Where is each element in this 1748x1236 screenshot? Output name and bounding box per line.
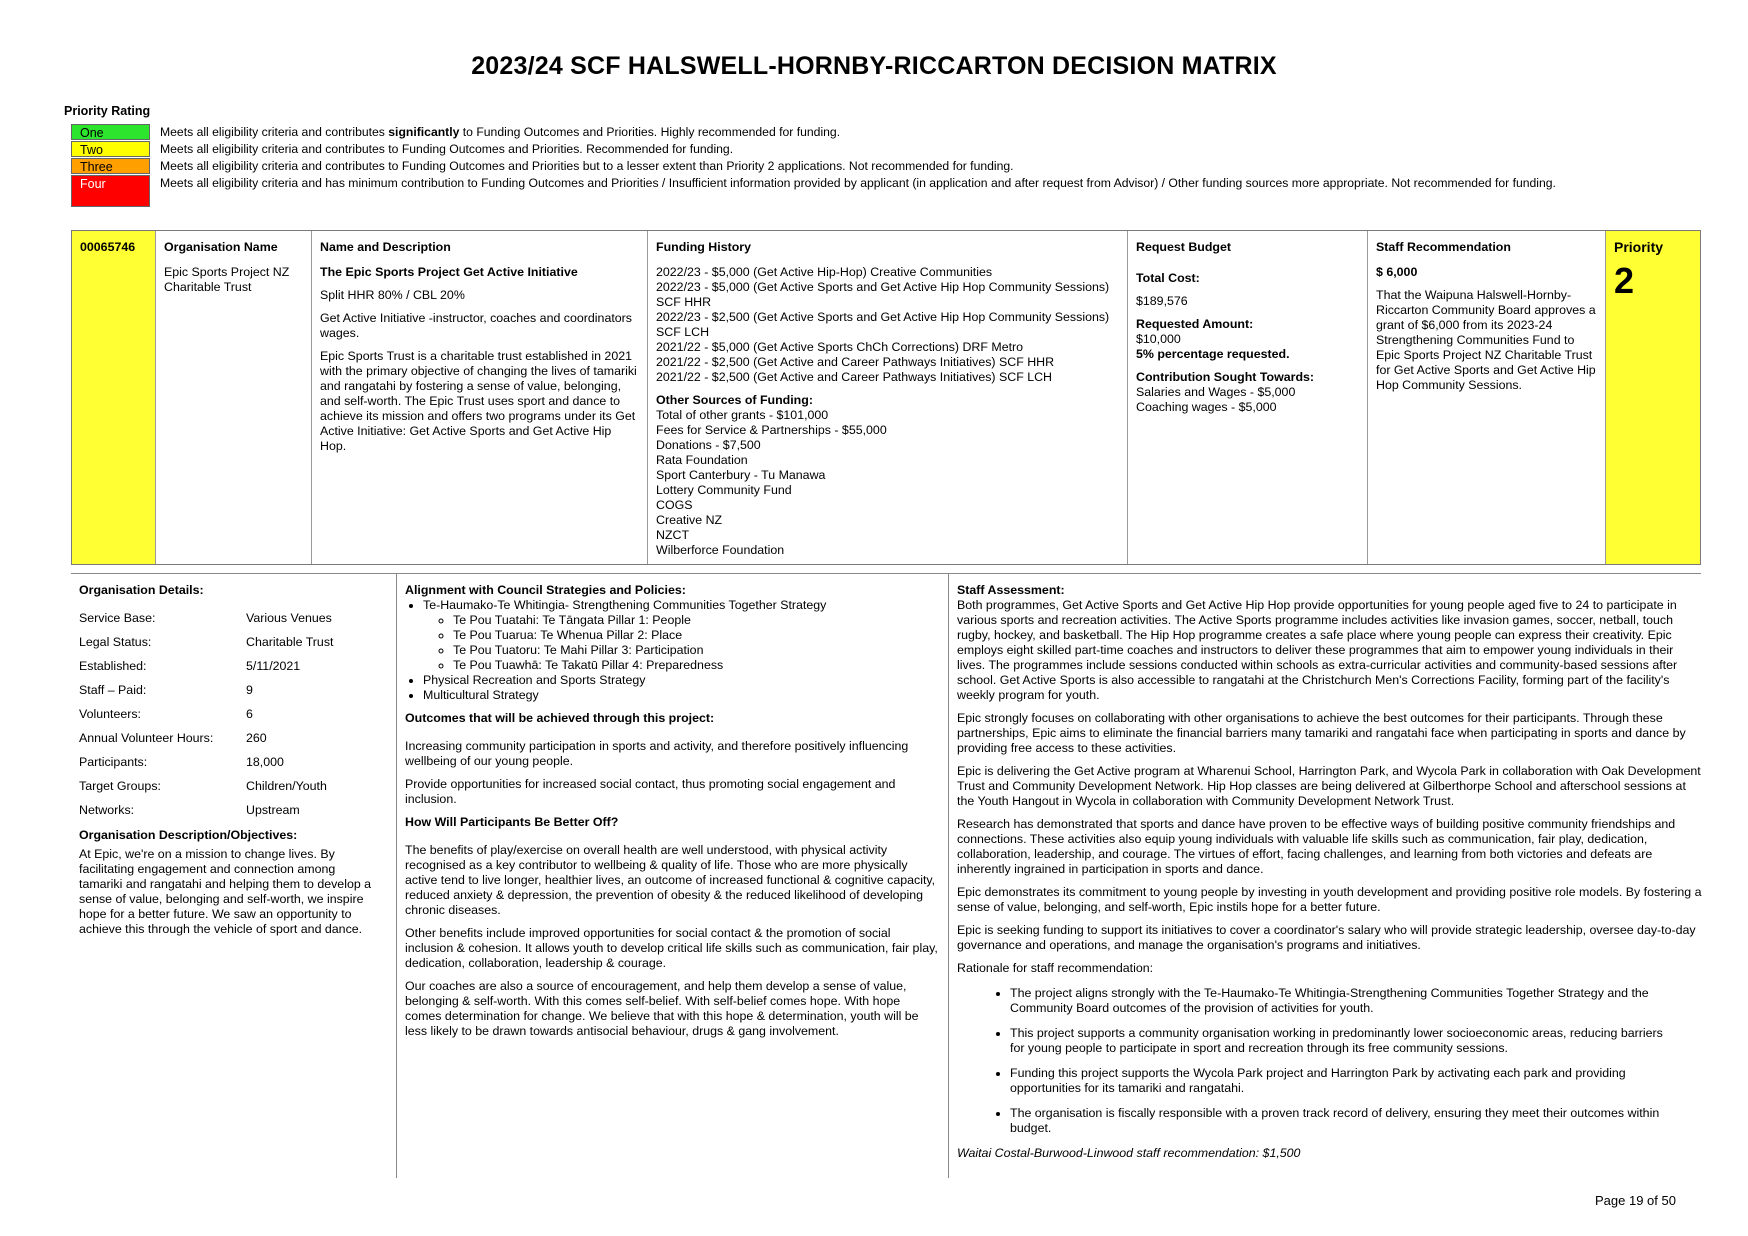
staff-recommendation-column: [1368, 231, 1606, 564]
objectives-title: Organisation Description/Objectives:: [79, 828, 298, 842]
priority-three-text: Meets all eligibility criteria and contributes to Funding Outcomes and Priorities but to a lesser extent than Priority 2 applications. Not recommended for funding.: [160, 159, 1014, 173]
other-source-item: Sport Canterbury - Tu Manawa: [656, 468, 826, 482]
application-table: [71, 230, 1701, 565]
percentage-requested: 5% percentage requested.: [1136, 347, 1290, 361]
assessment-footnote: Waitai Costal-Burwood-Linwood staff recommendation: $1,500: [957, 1146, 1301, 1160]
priority-row-one: [71, 123, 1640, 140]
outcomes-title: Outcomes that will be achieved through this project:: [405, 711, 715, 725]
staff-assessment-section: [948, 573, 1708, 1178]
detail-row: Volunteers: 6: [79, 706, 253, 721]
history-header: Funding History: [656, 240, 751, 254]
requested-amount-label: Requested Amount:: [1136, 317, 1254, 331]
assessment-paragraph: Epic demonstrates its commitment to young people by investing in youth development and providing positive role models. By fostering a sense of value, belonging, and self-worth, Epic instils hope for a better future.: [957, 885, 1702, 914]
priority-rating-heading: Priority Rating: [64, 104, 151, 118]
better-off-paragraph: Our coaches are also a source of encouragement, and help them develop a sense of value, belonging & self-worth. With this comes self-belief. With self-belief comes hope. With hope comes determination for change. We believe that with this hope & determination, youth will be less likely to be drawn towards antisocial behaviour, drugs & gang involvement.: [405, 979, 919, 1038]
budget-header: Request Budget: [1136, 240, 1231, 254]
page-number: Page 19 of 50: [1595, 1193, 1676, 1208]
objectives-text: At Epic, we're on a mission to change lives. By facilitating engagement and connection among tamariki and rangatahi and helping them to develop a sense of value, belonging and self-worth, we inspire hope for a better future. We saw an opportunity to achieve this through the vehicle of sport and dance.: [79, 847, 372, 936]
rationale-list: [957, 986, 1708, 1136]
history-item: 2022/23 - $5,000 (Get Active Sports and Get Active Hip Hop Community Sessions) SCF HHR: [656, 280, 1110, 309]
strategy-item: • Te-Haumako-Te Whitingia- Strengthening Communities Together Strategy ◦ Te Pou Tuatahi: Te Tāngata Pillar 1: People ◦ Te Pou Tuarua: Te Whenua Pillar 2: Place ◦ Te Pou Tuatoru: Te Mahi Pillar 3: Participation ◦ Te Pou Tuawhā: Te Takatū Pillar 4: Preparedness: [423, 598, 946, 673]
staff-rec-amount: $ 6,000: [1376, 265, 1418, 279]
staff-rec-text: That the Waipuna Halswell-Hornby-Riccarton Community Board approves a grant of $6,000 from its 2023-24 Strengthening Communities Fund to Epic Sports Project NZ Charitable Trust for Get Active Sports and Get Active Hip Hop Community Sessions.: [1376, 288, 1596, 392]
outcome-paragraph: Increasing community participation in sports and activity, and therefore positively influencing wellbeing of our young people.: [405, 739, 909, 768]
assessment-paragraph: Research has demonstrated that sports and dance have proven to be effective ways of building positive community friendships and connections. These activities also equip young individuals with valuable life skills such as communication, fair play, dedication, collaboration, leadership, and courage. The virtues of effort, facing challenges, and learning from both victories and defeats are inherently ingrained in participation in sports and dance.: [957, 817, 1676, 876]
org-name: Epic Sports Project NZ Charitable Trust: [164, 265, 290, 294]
assessment-paragraph: Epic is delivering the Get Active program at Wharenui School, Harrington Park, and Wycola Park in collaboration with Oak Development Trust and Community Development Network. Hip Hop classes are being delivered at Gilberthorpe School and afterschool sessions at the Youth Hangout in Wycola in collaboration with Community Development Network Trust.: [957, 764, 1701, 808]
other-source-item: Lottery Community Fund: [656, 483, 792, 497]
pillar-item: ◦ Te Pou Tuatahi: Te Tāngata Pillar 1: People: [453, 613, 946, 628]
priority-row-four: [71, 174, 1640, 207]
pillar-item: ◦ Te Pou Tuarua: Te Whenua Pillar 2: Place: [453, 628, 946, 643]
total-cost-label: Total Cost:: [1136, 271, 1200, 285]
assessment-paragraph: Both programmes, Get Active Sports and Get Active Hip Hop provide opportunities for young people aged five to 24 to participate in various sports and recreation activities. The Active Sports programme includes activities like invasion games, soccer, netball, touch rugby, hockey, and basketball. The Hip Hop programme creates a safe place where young people can express their creativity. Epic employs eight skilled part-time coaches and instructors to deliver these programmes that aim to empower young individuals in their lives. The programmes include sessions conducted within schools as extra-curricular activities and community-based sessions after school. Get Active Sports is also accessible to rangatahi at the Christchurch Men's Corrections Facility, forming part of the facility's weekly program for youth.: [957, 598, 1678, 702]
outcome-paragraph: Provide opportunities for increased social contact, thus promoting social engagement and inclusion.: [405, 777, 896, 806]
project-split: Split HHR 80% / CBL 20%: [320, 288, 465, 302]
funding-history-column: [648, 231, 1128, 564]
strategy-item: • Physical Recreation and Sports Strategy: [423, 673, 946, 688]
project-desc-short: Get Active Initiative -instructor, coaches and coordinators wages.: [320, 311, 632, 340]
priority-column: [1606, 231, 1700, 564]
other-source-item: COGS: [656, 498, 693, 512]
details-section: [71, 573, 1701, 1178]
priority-row-three: [71, 157, 1640, 174]
better-off-paragraph: The benefits of play/exercise on overall health are well understood, with physical activity recognised as a key contributor to wellbeing & quality of life. Those who are more physically active tend to live longer, healthier lives, an outcome of increased functional & cognitive capacity, reduced anxiety & depression, the prevention of obesity & the reduced likelihood of developing chronic diseases.: [405, 843, 936, 917]
detail-row: Legal Status: Charitable Trust: [79, 634, 334, 649]
detail-row: Service Base: Various Venues: [79, 610, 332, 625]
rationale-title: Rationale for staff recommendation:: [957, 961, 1154, 975]
other-source-item: Wilberforce Foundation: [656, 543, 785, 557]
other-sources-header: Other Sources of Funding:: [656, 393, 813, 407]
assessment-title: Staff Assessment:: [957, 583, 1065, 597]
pillar-item: ◦ Te Pou Tuatoru: Te Mahi Pillar 3: Participation: [453, 643, 946, 658]
strategy-item: • Multicultural Strategy: [423, 688, 946, 703]
rationale-item: • This project supports a community organisation working in predominantly lower socioeconomic areas, reducing barriers for young people to participate in sport and recreation through its free community sessions.: [1010, 1026, 1680, 1056]
priority-rating-legend: [71, 123, 1640, 207]
requested-amount-value: $10,000: [1136, 332, 1181, 346]
alignment-section: [396, 573, 946, 1178]
priority-one-text: Meets all eligibility criteria and contributes significantly to Funding Outcomes and Priorities. Highly recommended for funding.: [160, 125, 841, 139]
detail-row: Annual Volunteer Hours: 260: [79, 730, 267, 745]
desc-header: Name and Description: [320, 240, 451, 254]
detail-row: Staff – Paid: 9: [79, 682, 253, 697]
other-source-item: Rata Foundation: [656, 453, 748, 467]
history-item: 2022/23 - $2,500 (Get Active Sports and Get Active Hip Hop Community Sessions) SCF LCH: [656, 310, 1110, 339]
detail-row: Networks: Upstream: [79, 802, 300, 817]
rationale-item: • The organisation is fiscally responsible with a proven track record of delivery, ensuring they meet their outcomes within budget.: [1010, 1106, 1680, 1136]
contribution-item: Salaries and Wages - $5,000: [1136, 385, 1296, 399]
org-header: Organisation Name: [164, 240, 278, 254]
other-source-item: Total of other grants - $101,000: [656, 408, 829, 422]
priority-four-text: Meets all eligibility criteria and has minimum contribution to Funding Outcomes and Priorities / Insufficient information provided by applicant (in application and after request from Advisor) / Other funding sources more appropriate. Not recommended for funding.: [160, 176, 1556, 190]
other-source-item: Fees for Service & Partnerships - $55,000: [656, 423, 887, 437]
contribution-item: Coaching wages - $5,000: [1136, 400, 1277, 414]
detail-row: Target Groups: Children/Youth: [79, 778, 327, 793]
priority-row-two: [71, 140, 1640, 157]
total-cost-value: $189,576: [1136, 294, 1188, 308]
history-item: 2021/22 - $2,500 (Get Active and Career Pathways Initiatives) SCF HHR: [656, 355, 1055, 369]
other-source-item: NZCT: [656, 528, 690, 542]
priority-one-swatch: One: [71, 124, 150, 140]
rationale-item: • The project aligns strongly with the Te-Haumako-Te Whitingia-Strengthening Communities Together Strategy and the Community Board outcomes of the provision of activities for youth.: [1010, 986, 1680, 1016]
history-item: 2022/23 - $5,000 (Get Active Hip-Hop) Creative Communities: [656, 265, 993, 279]
priority-four-swatch: Four: [71, 175, 150, 207]
organisation-column: [156, 231, 312, 564]
pillar-list: [423, 613, 946, 673]
better-off-title: How Will Participants Be Better Off?: [405, 815, 619, 829]
contribution-label: Contribution Sought Towards:: [1136, 370, 1315, 384]
pillar-item: ◦ Te Pou Tuawhā: Te Takatū Pillar 4: Preparedness: [453, 658, 946, 673]
project-title: The Epic Sports Project Get Active Initiative: [320, 265, 578, 279]
page-title: 2023/24 SCF HALSWELL-HORNBY-RICCARTON DECISION MATRIX: [471, 52, 1277, 80]
org-details-title: Organisation Details:: [79, 583, 204, 597]
staff-rec-header: Staff Recommendation: [1376, 240, 1511, 254]
assessment-paragraph: Epic is seeking funding to support its initiatives to cover a coordinator's salary who will provide strategic leadership, oversee day-to-day governance and operations, and manage the organisation's programs and initiatives.: [957, 923, 1696, 952]
rationale-item: • Funding this project supports the Wycola Park project and Harrington Park by activating each park and providing opportunities for its tamariki and rangatahi.: [1010, 1066, 1680, 1096]
history-item: 2021/22 - $2,500 (Get Active and Career Pathways Initiatives) SCF LCH: [656, 370, 1053, 384]
project-desc-long: Epic Sports Trust is a charitable trust established in 2021 with the primary objective of changing the lives of tamariki and rangatahi by fostering a sense of value, belonging, and self-worth. The Epic Trust uses sport and dance to achieve its mission and offers two programs under its Get Active Initiative: Get Active Sports and Get Active Hip Hop.: [320, 349, 637, 453]
other-source-item: Donations - $7,500: [656, 438, 761, 452]
other-source-item: Creative NZ: [656, 513, 723, 527]
description-column: [312, 231, 648, 564]
priority-three-swatch: Three: [71, 158, 150, 174]
better-off-paragraph: Other benefits include improved opportunities for social contact & the promotion of social inclusion & cohesion. It allows youth to develop critical life skills such as communication, fair play, dedication, collaboration, leadership & courage.: [405, 926, 938, 970]
priority-two-swatch: Two: [71, 141, 150, 157]
priority-value: 2: [1614, 260, 1635, 301]
history-item: 2021/22 - $5,000 (Get Active Sports ChCh Corrections) DRF Metro: [656, 340, 1024, 354]
application-id: 00065746: [72, 231, 156, 564]
alignment-title: Alignment with Council Strategies and Policies:: [405, 583, 686, 597]
assessment-paragraph: Epic strongly focuses on collaborating with other organisations to achieve the best outcomes for their participants. Through these partnerships, Epic aims to eliminate the financial barriers many tamariki and rangatahi face when participating in sports and dance by providing free access to these activities.: [957, 711, 1686, 755]
detail-row: Participants: 18,000: [79, 754, 284, 769]
strategy-list: [405, 598, 946, 703]
request-budget-column: [1128, 231, 1368, 564]
detail-row: Established: 5/11/2021: [79, 658, 301, 673]
priority-two-text: Meets all eligibility criteria and contributes to Funding Outcomes and Priorities. Recommended for funding.: [160, 142, 734, 156]
priority-header: Priority: [1614, 239, 1664, 255]
organisation-details: [79, 573, 384, 1178]
